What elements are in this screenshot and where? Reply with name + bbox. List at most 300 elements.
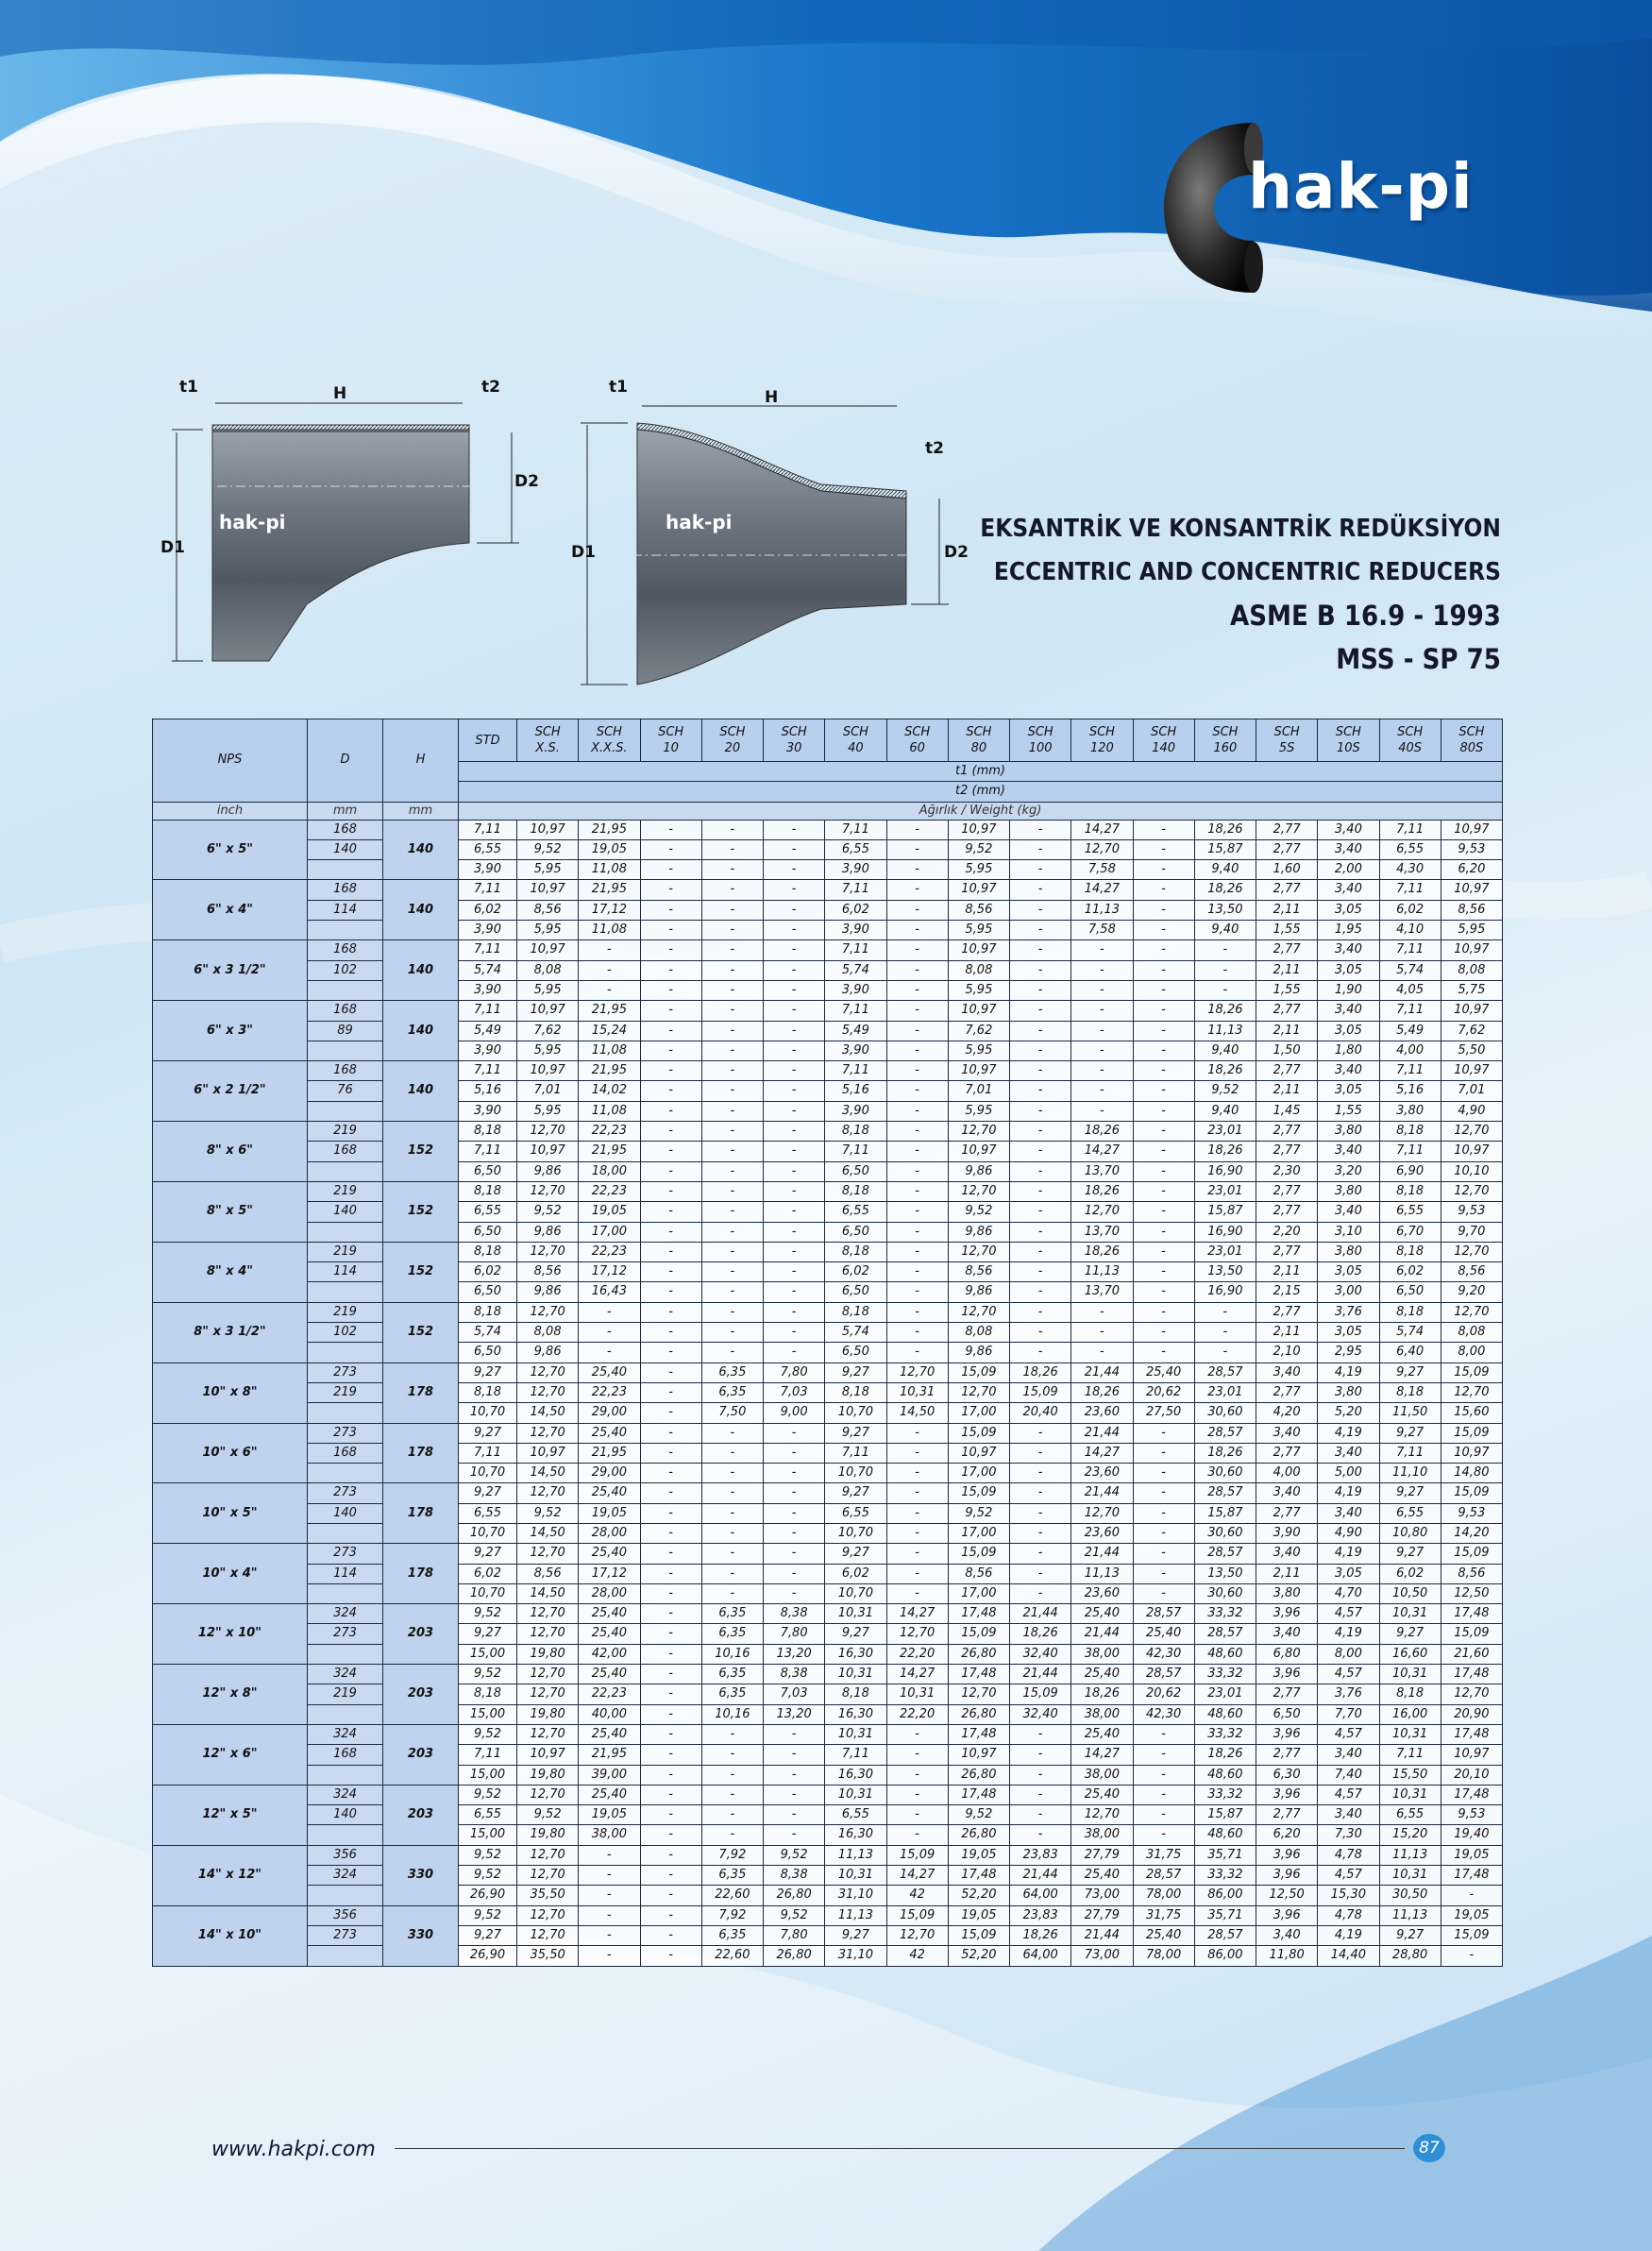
- table-row: [153, 1624, 1503, 1644]
- value-cell: 8,08: [948, 960, 1009, 980]
- table-row: [153, 1362, 1503, 1382]
- table-row: [153, 1604, 1503, 1624]
- value-cell: 10,97: [1441, 1745, 1502, 1765]
- value-cell: 8,18: [1379, 1684, 1441, 1704]
- value-cell: 10,50: [1379, 1583, 1441, 1603]
- value-cell: 6,50: [459, 1222, 517, 1242]
- d-cell: [308, 1222, 383, 1242]
- value-cell: -: [579, 1925, 640, 1945]
- table-row: [153, 1644, 1503, 1664]
- table-row: [153, 1503, 1503, 1523]
- value-cell: 12,70: [948, 1181, 1009, 1201]
- value-cell: 12,70: [886, 1925, 948, 1945]
- reducer-spec-table: [152, 719, 1503, 1967]
- value-cell: -: [701, 1262, 763, 1282]
- value-cell: -: [640, 1323, 701, 1343]
- value-cell: 10,31: [1379, 1724, 1441, 1744]
- value-cell: 9,27: [1379, 1624, 1441, 1644]
- value-cell: -: [701, 1323, 763, 1343]
- nps-cell: 6" x 3 1/2": [153, 940, 308, 1001]
- value-cell: -: [1133, 1464, 1194, 1483]
- header-sch: SCH 100: [1010, 719, 1071, 762]
- value-cell: 5,74: [1379, 960, 1441, 980]
- value-cell: 28,57: [1194, 1423, 1256, 1443]
- value-cell: -: [640, 1684, 701, 1704]
- value-cell: -: [764, 1021, 825, 1041]
- value-cell: -: [640, 921, 701, 940]
- footer-divider: [395, 2148, 1405, 2149]
- value-cell: 28,00: [579, 1583, 640, 1603]
- title-turkish: EKSANTRİK VE KONSANTRİK REDÜKSİYON: [980, 515, 1501, 543]
- value-cell: 23,60: [1071, 1464, 1133, 1483]
- value-cell: 2,77: [1256, 1142, 1318, 1161]
- d-cell: 76: [308, 1081, 383, 1101]
- value-cell: 9,53: [1441, 1503, 1502, 1523]
- value-cell: 28,57: [1133, 1866, 1194, 1886]
- value-cell: -: [1010, 1282, 1071, 1302]
- value-cell: 25,40: [1071, 1604, 1133, 1624]
- value-cell: 78,00: [1133, 1946, 1194, 1966]
- table-row: [153, 1021, 1503, 1041]
- value-cell: 6,55: [459, 1202, 517, 1222]
- value-cell: -: [640, 1142, 701, 1161]
- value-cell: -: [640, 1242, 701, 1261]
- value-cell: -: [886, 1061, 948, 1081]
- value-cell: 17,48: [1441, 1604, 1502, 1624]
- value-cell: 4,90: [1441, 1101, 1502, 1121]
- footer-website[interactable]: www.hakpi.com: [211, 2138, 376, 2161]
- h-cell: 178: [383, 1483, 459, 1544]
- value-cell: 8,18: [1379, 1382, 1441, 1402]
- value-cell: 6,02: [459, 900, 517, 920]
- value-cell: 10,97: [1441, 880, 1502, 900]
- d-cell: 89: [308, 1021, 383, 1041]
- value-cell: -: [1133, 880, 1194, 900]
- value-cell: 13,20: [764, 1704, 825, 1724]
- value-cell: 10,97: [1441, 940, 1502, 960]
- value-cell: 7,11: [459, 880, 517, 900]
- value-cell: 11,08: [579, 1101, 640, 1121]
- value-cell: 12,70: [1441, 1181, 1502, 1201]
- value-cell: 9,52: [459, 1604, 517, 1624]
- value-cell: -: [886, 1523, 948, 1543]
- value-cell: 21,44: [1071, 1544, 1133, 1564]
- value-cell: 14,80: [1441, 1464, 1502, 1483]
- value-cell: -: [701, 1181, 763, 1201]
- value-cell: 6,35: [701, 1382, 763, 1402]
- nps-cell: 8" x 5": [153, 1181, 308, 1242]
- value-cell: 30,60: [1194, 1403, 1256, 1423]
- value-cell: -: [886, 1343, 948, 1362]
- value-cell: -: [764, 820, 825, 839]
- value-cell: 9,52: [517, 1503, 579, 1523]
- value-cell: 6,50: [1379, 1282, 1441, 1302]
- h-cell: 203: [383, 1724, 459, 1785]
- value-cell: -: [1133, 900, 1194, 920]
- value-cell: 38,00: [1071, 1704, 1133, 1724]
- d-cell: [308, 1946, 383, 1966]
- d-cell: 219: [308, 1181, 383, 1201]
- value-cell: 3,40: [1318, 820, 1379, 839]
- table-row: [153, 1041, 1503, 1060]
- value-cell: 5,95: [948, 860, 1009, 880]
- value-cell: 7,11: [459, 1001, 517, 1021]
- value-cell: 10,70: [459, 1583, 517, 1603]
- value-cell: 17,00: [948, 1583, 1009, 1603]
- value-cell: 7,11: [1379, 940, 1441, 960]
- value-cell: -: [1133, 1765, 1194, 1785]
- value-cell: -: [764, 1282, 825, 1302]
- value-cell: 5,74: [459, 960, 517, 980]
- value-cell: 9,52: [948, 1202, 1009, 1222]
- eccentric-h-label: H: [333, 384, 347, 403]
- value-cell: -: [1133, 960, 1194, 980]
- value-cell: 9,52: [948, 1805, 1009, 1825]
- value-cell: 2,77: [1256, 839, 1318, 859]
- value-cell: 17,48: [948, 1785, 1009, 1804]
- value-cell: 26,80: [764, 1946, 825, 1966]
- value-cell: -: [640, 1001, 701, 1021]
- value-cell: 17,48: [1441, 1866, 1502, 1886]
- value-cell: 10,97: [1441, 820, 1502, 839]
- value-cell: 6,02: [825, 1564, 886, 1583]
- table-row: [153, 1684, 1503, 1704]
- value-cell: 2,77: [1256, 1684, 1318, 1704]
- value-cell: -: [640, 1745, 701, 1765]
- value-cell: -: [640, 1866, 701, 1886]
- table-row: [153, 1242, 1503, 1261]
- value-cell: 3,80: [1318, 1382, 1379, 1402]
- header-weight: Ağırlık / Weight (kg): [459, 802, 1503, 820]
- value-cell: 2,77: [1256, 1122, 1318, 1142]
- value-cell: 9,27: [459, 1423, 517, 1443]
- value-cell: 5,95: [948, 921, 1009, 940]
- table-row: [153, 1745, 1503, 1765]
- value-cell: 7,11: [1379, 1443, 1441, 1463]
- value-cell: 19,80: [517, 1825, 579, 1845]
- table-row: [153, 980, 1503, 1000]
- value-cell: 7,11: [1379, 1061, 1441, 1081]
- value-cell: -: [701, 820, 763, 839]
- h-cell: 203: [383, 1785, 459, 1845]
- value-cell: 12,70: [1441, 1242, 1502, 1261]
- table-row: [153, 900, 1503, 920]
- value-cell: 5,74: [825, 960, 886, 980]
- value-cell: 25,40: [579, 1362, 640, 1382]
- value-cell: 30,60: [1194, 1583, 1256, 1603]
- value-cell: 6,50: [825, 1282, 886, 1302]
- value-cell: 7,80: [764, 1362, 825, 1382]
- value-cell: 12,70: [517, 1544, 579, 1564]
- value-cell: -: [701, 1021, 763, 1041]
- value-cell: -: [1133, 839, 1194, 859]
- table-row: [153, 1564, 1503, 1583]
- value-cell: 5,95: [1441, 921, 1502, 940]
- value-cell: 21,95: [579, 1443, 640, 1463]
- h-cell: 330: [383, 1845, 459, 1905]
- value-cell: 31,10: [825, 1946, 886, 1966]
- value-cell: 8,18: [459, 1382, 517, 1402]
- header-h: H: [383, 719, 459, 803]
- value-cell: 28,57: [1194, 1483, 1256, 1503]
- d-cell: 114: [308, 1564, 383, 1583]
- value-cell: 6,02: [1379, 1262, 1441, 1282]
- value-cell: 11,80: [1256, 1946, 1318, 1966]
- value-cell: -: [640, 820, 701, 839]
- value-cell: -: [764, 1564, 825, 1583]
- value-cell: -: [1010, 1724, 1071, 1744]
- value-cell: -: [1010, 1483, 1071, 1503]
- value-cell: 11,13: [1379, 1845, 1441, 1865]
- value-cell: 10,70: [459, 1523, 517, 1543]
- value-cell: 15,09: [948, 1483, 1009, 1503]
- value-cell: 42,30: [1133, 1704, 1194, 1724]
- value-cell: 22,23: [579, 1684, 640, 1704]
- table-row: [153, 1382, 1503, 1402]
- value-cell: -: [640, 1443, 701, 1463]
- value-cell: 15,09: [1441, 1483, 1502, 1503]
- value-cell: 10,70: [825, 1403, 886, 1423]
- value-cell: 8,08: [1441, 960, 1502, 980]
- value-cell: -: [886, 1222, 948, 1242]
- value-cell: 3,90: [459, 921, 517, 940]
- value-cell: 12,70: [517, 1845, 579, 1865]
- value-cell: 22,23: [579, 1181, 640, 1201]
- value-cell: -: [1133, 1323, 1194, 1343]
- value-cell: 38,00: [1071, 1765, 1133, 1785]
- value-cell: 10,97: [948, 1142, 1009, 1161]
- value-cell: 35,50: [517, 1946, 579, 1966]
- value-cell: 9,70: [1441, 1222, 1502, 1242]
- value-cell: 2,11: [1256, 1564, 1318, 1583]
- value-cell: 8,08: [517, 1323, 579, 1343]
- eccentric-d1-label: D1: [160, 538, 185, 557]
- value-cell: 7,11: [459, 1061, 517, 1081]
- value-cell: 18,26: [1071, 1242, 1133, 1261]
- value-cell: 3,40: [1318, 1745, 1379, 1765]
- value-cell: 6,70: [1379, 1222, 1441, 1242]
- value-cell: 25,40: [1133, 1624, 1194, 1644]
- value-cell: 3,80: [1318, 1242, 1379, 1261]
- value-cell: -: [640, 940, 701, 960]
- value-cell: 9,27: [1379, 1544, 1441, 1564]
- value-cell: 15,87: [1194, 839, 1256, 859]
- value-cell: 5,16: [825, 1081, 886, 1101]
- value-cell: 7,11: [1379, 820, 1441, 839]
- value-cell: -: [886, 940, 948, 960]
- value-cell: 7,11: [825, 880, 886, 900]
- value-cell: 15,00: [459, 1825, 517, 1845]
- table-row: [153, 860, 1503, 880]
- value-cell: 8,18: [825, 1382, 886, 1402]
- value-cell: 19,05: [1441, 1905, 1502, 1925]
- value-cell: -: [886, 1765, 948, 1785]
- value-cell: 8,18: [825, 1122, 886, 1142]
- value-cell: 20,62: [1133, 1684, 1194, 1704]
- value-cell: -: [1194, 1323, 1256, 1343]
- value-cell: 7,62: [948, 1021, 1009, 1041]
- d-cell: [308, 1343, 383, 1362]
- value-cell: 8,56: [517, 1262, 579, 1282]
- value-cell: 15,24: [579, 1021, 640, 1041]
- value-cell: 11,13: [1071, 900, 1133, 920]
- value-cell: -: [1133, 1583, 1194, 1603]
- value-cell: 25,40: [579, 1724, 640, 1744]
- value-cell: 11,08: [579, 1041, 640, 1060]
- value-cell: 9,40: [1194, 1041, 1256, 1060]
- value-cell: 38,00: [1071, 1644, 1133, 1664]
- value-cell: -: [701, 860, 763, 880]
- header-sch: SCH 120: [1071, 719, 1133, 762]
- value-cell: 7,01: [1441, 1081, 1502, 1101]
- value-cell: 12,70: [1071, 1202, 1133, 1222]
- value-cell: -: [764, 1825, 825, 1845]
- value-cell: 15,09: [948, 1925, 1009, 1945]
- nps-cell: 12" x 10": [153, 1604, 308, 1665]
- header-t2: t2 (mm): [459, 782, 1503, 802]
- value-cell: -: [1133, 1001, 1194, 1021]
- value-cell: 4,57: [1318, 1665, 1379, 1684]
- value-cell: 17,00: [579, 1222, 640, 1242]
- nps-cell: 6" x 4": [153, 880, 308, 940]
- value-cell: 38,00: [579, 1825, 640, 1845]
- value-cell: -: [640, 1161, 701, 1181]
- value-cell: 4,00: [1379, 1041, 1441, 1060]
- value-cell: 2,00: [1318, 860, 1379, 880]
- table-row: [153, 1061, 1503, 1081]
- value-cell: 6,55: [1379, 1805, 1441, 1825]
- value-cell: 23,01: [1194, 1242, 1256, 1261]
- value-cell: 3,40: [1318, 1142, 1379, 1161]
- value-cell: 12,70: [517, 1181, 579, 1201]
- value-cell: 18,26: [1194, 1745, 1256, 1765]
- d-cell: 356: [308, 1845, 383, 1865]
- value-cell: -: [1133, 940, 1194, 960]
- value-cell: 6,35: [701, 1362, 763, 1382]
- value-cell: 19,05: [579, 839, 640, 859]
- value-cell: 19,05: [579, 1202, 640, 1222]
- value-cell: 15,09: [1441, 1423, 1502, 1443]
- value-cell: 25,40: [579, 1665, 640, 1684]
- h-cell: 152: [383, 1302, 459, 1362]
- value-cell: -: [701, 1101, 763, 1121]
- value-cell: 5,74: [459, 1323, 517, 1343]
- value-cell: 9,27: [825, 1362, 886, 1382]
- value-cell: -: [640, 880, 701, 900]
- value-cell: 42,00: [579, 1644, 640, 1664]
- value-cell: 3,40: [1318, 1001, 1379, 1021]
- value-cell: 6,02: [459, 1262, 517, 1282]
- value-cell: 31,75: [1133, 1905, 1194, 1925]
- value-cell: 3,40: [1318, 1061, 1379, 1081]
- header-sch: SCH 140: [1133, 719, 1194, 762]
- table-row: [153, 1946, 1503, 1966]
- value-cell: 4,57: [1318, 1866, 1379, 1886]
- value-cell: -: [701, 1081, 763, 1101]
- value-cell: 28,57: [1194, 1362, 1256, 1382]
- value-cell: -: [764, 1161, 825, 1181]
- value-cell: 7,11: [459, 1142, 517, 1161]
- value-cell: -: [640, 1564, 701, 1583]
- value-cell: -: [701, 1202, 763, 1222]
- value-cell: 9,86: [517, 1161, 579, 1181]
- value-cell: -: [640, 1665, 701, 1684]
- value-cell: 20,40: [1010, 1403, 1071, 1423]
- value-cell: -: [1010, 1423, 1071, 1443]
- value-cell: 10,97: [948, 1443, 1009, 1463]
- value-cell: 16,90: [1194, 1282, 1256, 1302]
- value-cell: 48,60: [1194, 1644, 1256, 1664]
- value-cell: 17,48: [1441, 1665, 1502, 1684]
- d-cell: 273: [308, 1544, 383, 1564]
- value-cell: 23,01: [1194, 1181, 1256, 1201]
- value-cell: 5,95: [517, 980, 579, 1000]
- value-cell: 8,38: [764, 1604, 825, 1624]
- value-cell: 4,19: [1318, 1544, 1379, 1564]
- hakpi-logo: [1159, 118, 1499, 297]
- value-cell: 7,11: [1379, 1142, 1441, 1161]
- value-cell: 18,26: [1194, 1443, 1256, 1463]
- header-sch: SCH 30: [764, 719, 825, 762]
- value-cell: -: [1194, 980, 1256, 1000]
- value-cell: 8,56: [517, 1564, 579, 1583]
- value-cell: -: [764, 1122, 825, 1142]
- value-cell: -: [1071, 980, 1133, 1000]
- value-cell: 25,40: [1133, 1362, 1194, 1382]
- value-cell: -: [640, 1362, 701, 1382]
- value-cell: -: [1010, 1041, 1071, 1060]
- value-cell: 6,50: [1256, 1704, 1318, 1724]
- value-cell: -: [1133, 1343, 1194, 1362]
- table-row: [153, 1161, 1503, 1181]
- value-cell: -: [764, 1765, 825, 1785]
- value-cell: 9,52: [459, 1665, 517, 1684]
- value-cell: -: [640, 860, 701, 880]
- value-cell: -: [1194, 1343, 1256, 1362]
- value-cell: 3,96: [1256, 1604, 1318, 1624]
- diagram-logo-right: hak-pi: [666, 511, 733, 533]
- value-cell: 48,60: [1194, 1704, 1256, 1724]
- value-cell: 4,19: [1318, 1925, 1379, 1945]
- value-cell: -: [640, 960, 701, 980]
- value-cell: 86,00: [1194, 1886, 1256, 1905]
- value-cell: 21,44: [1071, 1624, 1133, 1644]
- d-cell: 273: [308, 1925, 383, 1945]
- value-cell: 9,27: [459, 1624, 517, 1644]
- value-cell: -: [640, 1825, 701, 1845]
- value-cell: 3,90: [1256, 1523, 1318, 1543]
- value-cell: -: [1010, 880, 1071, 900]
- value-cell: 5,49: [1379, 1021, 1441, 1041]
- h-cell: 152: [383, 1181, 459, 1242]
- value-cell: -: [886, 860, 948, 880]
- value-cell: 12,70: [1441, 1302, 1502, 1322]
- value-cell: -: [886, 1544, 948, 1564]
- value-cell: 3,90: [825, 1041, 886, 1060]
- value-cell: -: [886, 1161, 948, 1181]
- value-cell: 26,80: [948, 1644, 1009, 1664]
- value-cell: 6,20: [1256, 1825, 1318, 1845]
- value-cell: 18,26: [1194, 820, 1256, 839]
- value-cell: -: [886, 1464, 948, 1483]
- table-row: [153, 1202, 1503, 1222]
- value-cell: 6,55: [1379, 839, 1441, 859]
- header-sch: SCH 160: [1194, 719, 1256, 762]
- value-cell: -: [1133, 860, 1194, 880]
- value-cell: 12,70: [1071, 1503, 1133, 1523]
- value-cell: 2,77: [1256, 1001, 1318, 1021]
- value-cell: -: [764, 1443, 825, 1463]
